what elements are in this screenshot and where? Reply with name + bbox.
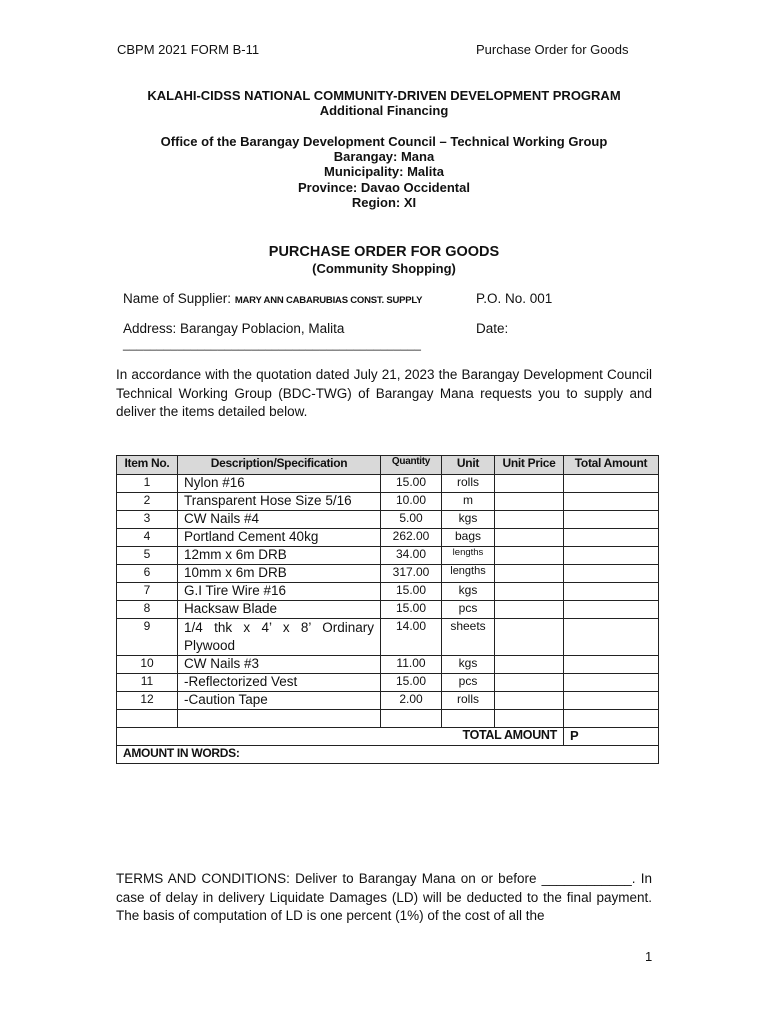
item-total (564, 656, 659, 674)
table-row (117, 674, 659, 692)
item-total (564, 475, 659, 493)
col-unit: Unit (442, 456, 495, 475)
po-items-table (116, 455, 659, 764)
table-row (117, 547, 659, 565)
item-unit: kgs (442, 583, 495, 601)
item-no: 1 (117, 475, 178, 493)
item-desc: Transparent Hose Size 5/16 (178, 493, 381, 511)
item-no: 8 (117, 601, 178, 619)
table-row (117, 619, 659, 656)
item-unit-price (495, 529, 564, 547)
col-description: Description/Specification (178, 456, 381, 475)
region: Region: XI (351, 195, 417, 210)
item-unit: bags (442, 529, 495, 547)
amount-in-words-label: AMOUNT IN WORDS: (117, 746, 659, 764)
item-qty: 317.00 (381, 565, 442, 583)
item-qty: 34.00 (381, 547, 442, 565)
item-no: 10 (117, 656, 178, 674)
supplier-label: Name of Supplier: (123, 291, 235, 306)
supplier-field (123, 291, 422, 306)
table-row (117, 493, 659, 511)
supplier-value: MARY ANN CABARUBIAS CONST. SUPPLY (234, 295, 423, 306)
item-desc: -Reflectorized Vest (178, 674, 381, 692)
item-desc: Portland Cement 40kg (178, 529, 381, 547)
item-total (564, 601, 659, 619)
item-no: 3 (117, 511, 178, 529)
total-amount-value: P (564, 728, 659, 746)
item-unit: kgs (442, 656, 495, 674)
table-row (117, 511, 659, 529)
table-row (117, 601, 659, 619)
item-unit-price (495, 674, 564, 692)
item-no: 9 (117, 619, 178, 656)
item-unit-price (495, 619, 564, 656)
table-row (117, 656, 659, 674)
item-qty: 14.00 (381, 619, 442, 656)
address-field: Address: Barangay Poblacion, Malita (123, 321, 345, 336)
address-underline: ____________________________________________ (123, 337, 422, 351)
item-total (564, 692, 659, 710)
total-amount-label: TOTAL AMOUNT (117, 728, 564, 746)
item-no: 4 (117, 529, 178, 547)
item-unit: sheets (442, 619, 495, 656)
item-total (564, 547, 659, 565)
col-quantity: Quantity (381, 456, 442, 475)
item-unit: lengths (442, 565, 495, 583)
item-unit-price (495, 547, 564, 565)
col-total-amount: Total Amount (564, 456, 659, 475)
item-unit: rolls (442, 692, 495, 710)
empty-row (117, 710, 659, 728)
item-unit: pcs (442, 674, 495, 692)
barangay: Barangay: Mana (333, 149, 435, 164)
table-row (117, 475, 659, 493)
table-row (117, 583, 659, 601)
item-qty: 15.00 (381, 601, 442, 619)
item-unit: rolls (442, 475, 495, 493)
item-unit: m (442, 493, 495, 511)
item-total (564, 511, 659, 529)
item-unit-price (495, 583, 564, 601)
page-number: 1 (645, 949, 653, 964)
col-item-no: Item No. (117, 456, 178, 475)
item-unit-price (495, 601, 564, 619)
item-unit: pcs (442, 601, 495, 619)
item-total (564, 674, 659, 692)
item-desc: 10mm x 6m DRB (178, 565, 381, 583)
item-qty: 10.00 (381, 493, 442, 511)
total-row (117, 728, 659, 746)
terms-line1: TERMS AND CONDITIONS: Deliver to Barangay Mana on or before ____________. (116, 871, 636, 886)
table-row (117, 565, 659, 583)
item-qty: 2.00 (381, 692, 442, 710)
col-unit-price: Unit Price (495, 456, 564, 475)
program-subtitle: Additional Financing (319, 103, 449, 118)
item-qty: 262.00 (381, 529, 442, 547)
item-unit-price (495, 475, 564, 493)
municipality: Municipality: Malita (324, 164, 444, 179)
item-unit-price (495, 511, 564, 529)
item-unit-price (495, 493, 564, 511)
item-no: 6 (117, 565, 178, 583)
province: Province: Davao Occidental (298, 180, 470, 195)
item-no: 5 (117, 547, 178, 565)
item-desc: -Caution Tape (178, 692, 381, 710)
table-header-row (117, 456, 659, 475)
item-no: 12 (117, 692, 178, 710)
item-qty: 11.00 (381, 656, 442, 674)
form-code: CBPM 2021 FORM B-11 (117, 42, 260, 57)
item-desc: Hacksaw Blade (178, 601, 381, 619)
document-subtitle: (Community Shopping) (312, 261, 456, 276)
item-desc: G.I Tire Wire #16 (178, 583, 381, 601)
item-no: 7 (117, 583, 178, 601)
item-qty: 5.00 (381, 511, 442, 529)
item-desc: Nylon #16 (178, 475, 381, 493)
form-title: Purchase Order for Goods (476, 42, 629, 57)
item-unit-price (495, 692, 564, 710)
words-row (117, 746, 659, 764)
terms-rest: In case of delay in delivery Liquidate Damages (LD) will be deducted to the final payment. The basis of computation of LD is one percent (1%) of the cost of all the (116, 871, 652, 923)
item-no: 11 (117, 674, 178, 692)
table-row (117, 692, 659, 710)
item-unit-price (495, 656, 564, 674)
item-total (564, 583, 659, 601)
item-total (564, 565, 659, 583)
item-total (564, 529, 659, 547)
item-desc: CW Nails #4 (178, 511, 381, 529)
item-qty: 15.00 (381, 674, 442, 692)
terms-paragraph (116, 870, 652, 926)
document-title: PURCHASE ORDER FOR GOODS (268, 244, 500, 260)
item-qty: 15.00 (381, 583, 442, 601)
item-unit-price (495, 565, 564, 583)
intro-paragraph: In accordance with the quotation dated July 21, 2023 the Barangay Development Council Technical Working Group (BDC-TWG) of Barangay Mana requests you to supply and deliver the items detailed below. (116, 367, 652, 419)
item-desc: 1/4 thk x 4’ x 8’ Ordinary Plywood (178, 619, 381, 656)
item-total (564, 619, 659, 656)
po-number: P.O. No. 001 (476, 291, 553, 306)
item-total (564, 493, 659, 511)
item-desc: CW Nails #3 (178, 656, 381, 674)
program-name: KALAHI-CIDSS NATIONAL COMMUNITY-DRIVEN DEVELOPMENT PROGRAM (147, 88, 621, 103)
table-row (117, 529, 659, 547)
item-qty: 15.00 (381, 475, 442, 493)
item-unit: kgs (442, 511, 495, 529)
item-no: 2 (117, 493, 178, 511)
office-name: Office of the Barangay Development Council – Technical Working Group (160, 134, 608, 149)
date-field: Date: (476, 321, 509, 336)
item-unit: lengths (442, 547, 495, 565)
item-desc: 12mm x 6m DRB (178, 547, 381, 565)
